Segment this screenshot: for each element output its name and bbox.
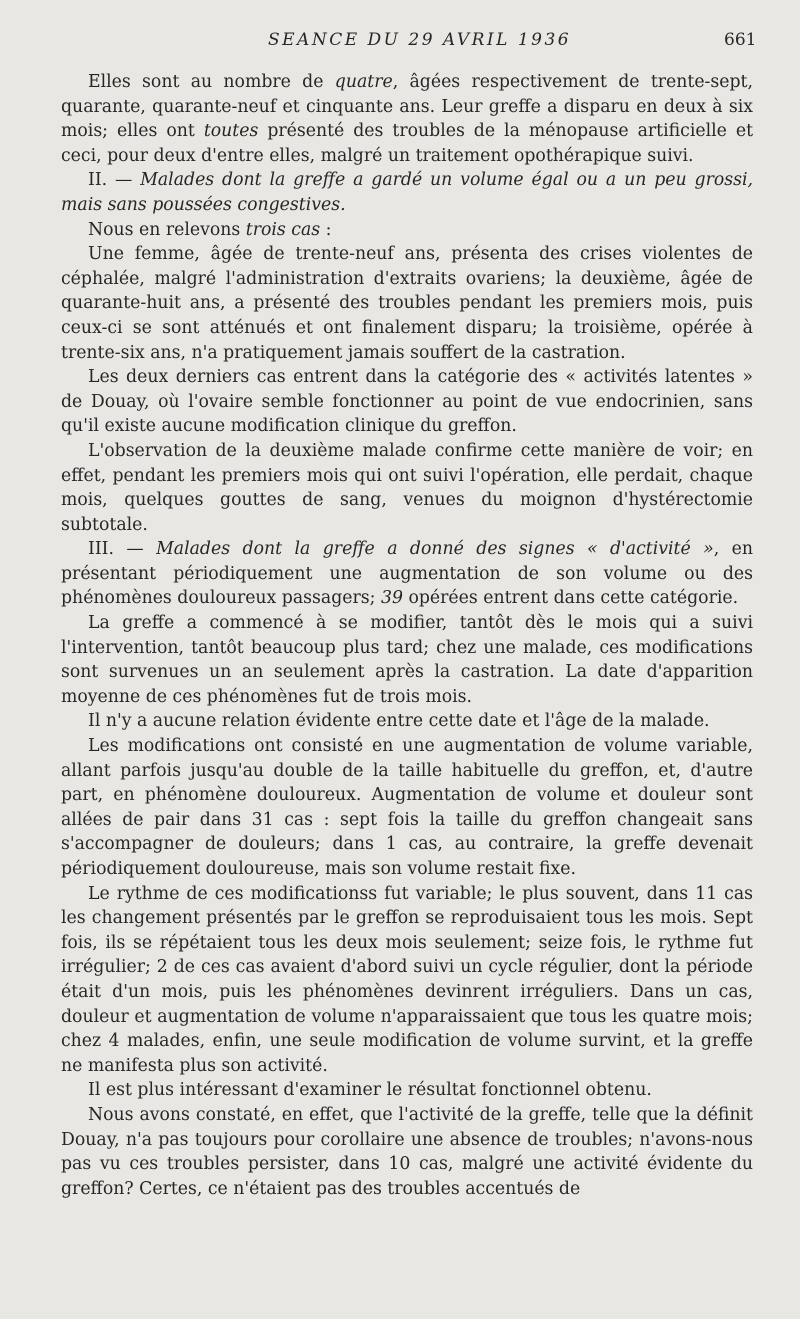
paragraph: Les modifications ont consisté en une augmentation de volume variable, allant parfois jusqu'au double de la taille habituelle du greffon, et, d'autre part, en phénomène douloureux. Augmentation de volume et douleur sont allées de pair dans 31 cas : sept fois la taille du greffon changeait sans s'accompagner de douleurs; dans 1 cas, au contraire, la greffe devenait périodiquement douloureuse, mais son volume restait fixe.: [61, 736, 753, 879]
running-title: SEANCE DU 29 AVRIL 1936: [268, 30, 572, 50]
paragraph: Il est plus intéressant d'examiner le résultat fonctionnel obtenu.: [88, 1080, 652, 1101]
paragraph: Les deux derniers cas entrent dans la catégorie des « activités latentes » de Douay, où l'ovaire semble fonctionner au point de vue endocrinien, sans qu'il existe aucune modification clinique du greffon.: [61, 367, 753, 437]
page-number: 661: [724, 30, 757, 50]
paragraph: Il n'y a aucune relation évidente entre cette date et l'âge de la malade.: [88, 711, 710, 732]
paragraph: L'observation de la deuxième malade confirme cette manière de voir; en effet, pendant les premiers mois qui ont suivi l'opération, elle perdait, chaque mois, quelques gouttes de sang, venues du moignon d'hystérectomie subtotale.: [61, 440, 753, 535]
section-heading-ii: II. — Malades dont la greffe a gardé un volume égal ou a un peu grossi, mais sans poussées congestives.: [61, 170, 753, 215]
paragraph: Elles sont au nombre de quatre, âgées respectivement de trente-sept, quarante, quarante-neuf et cinquante ans. Leur greffe a disparu en deux à six mois; elles ont toutes présenté des troubles de la ménopause artificielle et ceci, pour deux d'entre elles, malgré un traitement opothérapique suivi.: [61, 72, 754, 166]
paragraph: Une femme, âgée de trente-neuf ans, présenta des crises violentes de céphalée, malgré l'administration d'extraits ovariens; la deuxième, âgée de quarante-huit ans, a présenté des troubles pendant les premiers mois, puis ceux-ci se sont atténués et ont finalement disparu; la troisième, opérée à trente-six ans, n'a pratiquement jamais souffert de la castration.: [61, 244, 753, 363]
paragraph: Nous en relevons trois cas :: [88, 219, 332, 240]
body-text: [61, 70, 753, 1201]
page-header: [0, 30, 800, 56]
paragraph: La greffe a commencé à se modifier, tantôt dès le mois qui a suivi l'intervention, tantôt beaucoup plus tard; chez une malade, ces modifications sont survenues un an seulement après la castration. La date d'apparition moyenne de ces phénomènes fut de trois mois.: [61, 613, 753, 707]
section-heading-iii: III. — Malades dont la greffe a donné des signes « d'activité », en présentant périodiquement une augmentation de son volume ou des phénomènes douloureux passagers; 39 opérées entrent dans cette catégorie.: [61, 539, 753, 609]
paragraph: Le rythme de ces modificationss fut variable; le plus souvent, dans 11 cas les changement présentés par le greffon se reproduisaient tous les mois. Sept fois, ils se répétaient tous les deux mois seulement; seize fois, le rythme fut irrégulier; 2 de ces cas avaient d'abord suivi un cycle régulier, dont la période était d'un mois, puis les phénomènes devinrent irréguliers. Dans un cas, douleur et augmentation de volume n'apparaissaient que tous les quatre mois; chez 4 malades, enfin, une seule modification de volume survint, et la greffe ne manifesta plus son activité.: [61, 883, 753, 1076]
paragraph: Nous avons constaté, en effet, que l'activité de la greffe, telle que la définit Douay, n'a pas toujours pour corollaire une absence de troubles; n'avons-nous pas vu ces troubles persister, dans 10 cas, malgré une activité évidente du greffon? Certes, ce n'étaient pas des troubles accentués de: [61, 1104, 753, 1199]
